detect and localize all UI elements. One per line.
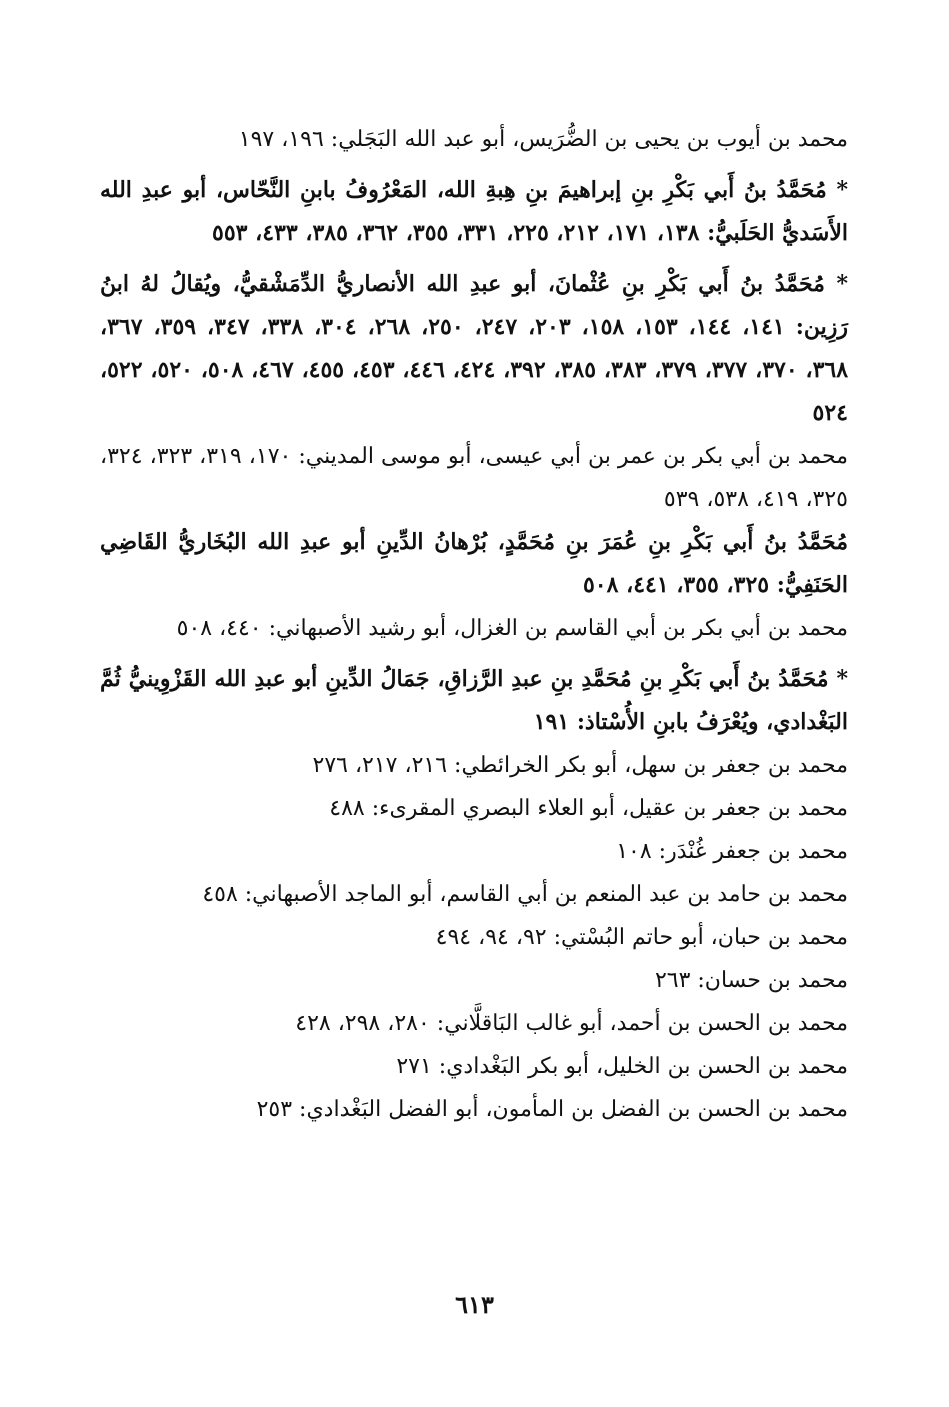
- index-entry: * مُحَمَّدُ بنُ أَبي بَكْرِ بنِ مُحَمَّدِ بنِ عبدِ الرَّزاقِ، جَمَالُ الدِّينِ أبو عبدِ الله القَزْوِينيُّ ثُمَّ البَغْدادي، ويُعْرَفُ بابنِ الأُسْتاذ: ١٩١: [100, 666, 848, 735]
- index-entries: [100, 118, 848, 1131]
- index-entry: * مُحَمَّدُ بنُ أَبي بَكْرِ بنِ عُثْمانَ، أبو عبدِ الله الأنصاريُّ الدِّمَشْقيُّ، ويُقالُ لهُ ابنُ رَزِين: ١٤١، ١٤٤، ١٥٣، ١٥٨، ٢٠٣، ٢٤٧، ٢٥٠، ٢٦٨، ٣٠٤، ٣٣٨، ٣٤٧، ٣٥٩، ٣٦٧، ٣٦٨، ٣٧٠، ٣٧٧، ٣٧٩، ٣٨٣، ٣٨٥، ٣٩٢، ٤٢٤، ٤٤٦، ٤٥٣، ٤٥٥، ٤٦٧، ٥٠٨، ٥٢٠، ٥٢٢، ٥٢٤: [100, 271, 849, 426]
- page-number: ٦١٣: [455, 1290, 494, 1319]
- index-entry: محمد بن الحسن بن أحمد، أبو غالب البَاقلَّاني: ٢٨٠، ٢٩٨، ٤٢٨: [295, 1011, 848, 1036]
- index-entry: محمد بن أبي بكر بن أبي القاسم بن الغزال، أبو رشيد الأصبهاني: ٤٤٠، ٥٠٨: [176, 616, 848, 641]
- index-entry: محمد بن الحسن بن الفضل بن المأمون، أبو الفضل البَغْدادي: ٢٥٣: [256, 1097, 848, 1122]
- index-entry: محمد بن حامد بن عبد المنعم بن أبي القاسم، أبو الماجد الأصبهاني: ٤٥٨: [202, 882, 848, 907]
- index-entry: محمد بن الحسن بن الخليل، أبو بكر البَغْدادي: ٢٧١: [396, 1054, 848, 1079]
- index-entry: محمد بن حسان: ٢٦٣: [654, 968, 848, 993]
- index-entry: مُحَمَّدُ بنُ أَبي بَكْرِ بنِ عُمَرَ بنِ مُحَمَّدٍ، بُرْهانُ الدِّينِ أبو عبدِ الله البُخَاريُّ القَاضِي الحَنَفِيُّ: ٣٢٥، ٣٥٥، ٤٤١، ٥٠٨: [100, 529, 848, 598]
- index-entry: محمد بن حبان، أبو حاتم البُسْتي: ٩٢، ٩٤، ٤٩٤: [435, 925, 848, 950]
- index-entry: محمد بن أبي بكر بن عمر بن أبي عيسى، أبو موسى المديني: ١٧٠، ٣١٩، ٣٢٣، ٣٢٤، ٣٢٥، ٤١٩، ٥٣٨، ٥٣٩: [100, 444, 849, 512]
- index-entry: محمد بن أيوب بن يحيى بن الضُّرَيس، أبو عبد الله البَجَلي: ١٩٦، ١٩٧: [238, 127, 848, 152]
- index-entry: * مُحَمَّدُ بنُ أَبي بَكْرِ بنِ إبراهيمَ بنِ هِبةِ الله، المَعْرُوفُ بابنِ النَّحّاس، أبو عبدِ الله الأَسَديُّ الحَلَبيُّ: ١٣٨، ١٧١، ٢١٢، ٢٢٥، ٣٣١، ٣٥٥، ٣٦٢، ٣٨٥، ٤٣٣، ٥٥٣: [100, 177, 848, 246]
- index-entry: محمد بن جعفر بن عقيل، أبو العلاء البصري المقرىء: ٤٨٨: [329, 796, 848, 821]
- index-entry: محمد بن جعفر غُنْدَر: ١٠٨: [616, 839, 848, 864]
- index-entry: محمد بن جعفر بن سهل، أبو بكر الخرائطي: ٢١٦، ٢١٧، ٢٧٦: [312, 753, 848, 778]
